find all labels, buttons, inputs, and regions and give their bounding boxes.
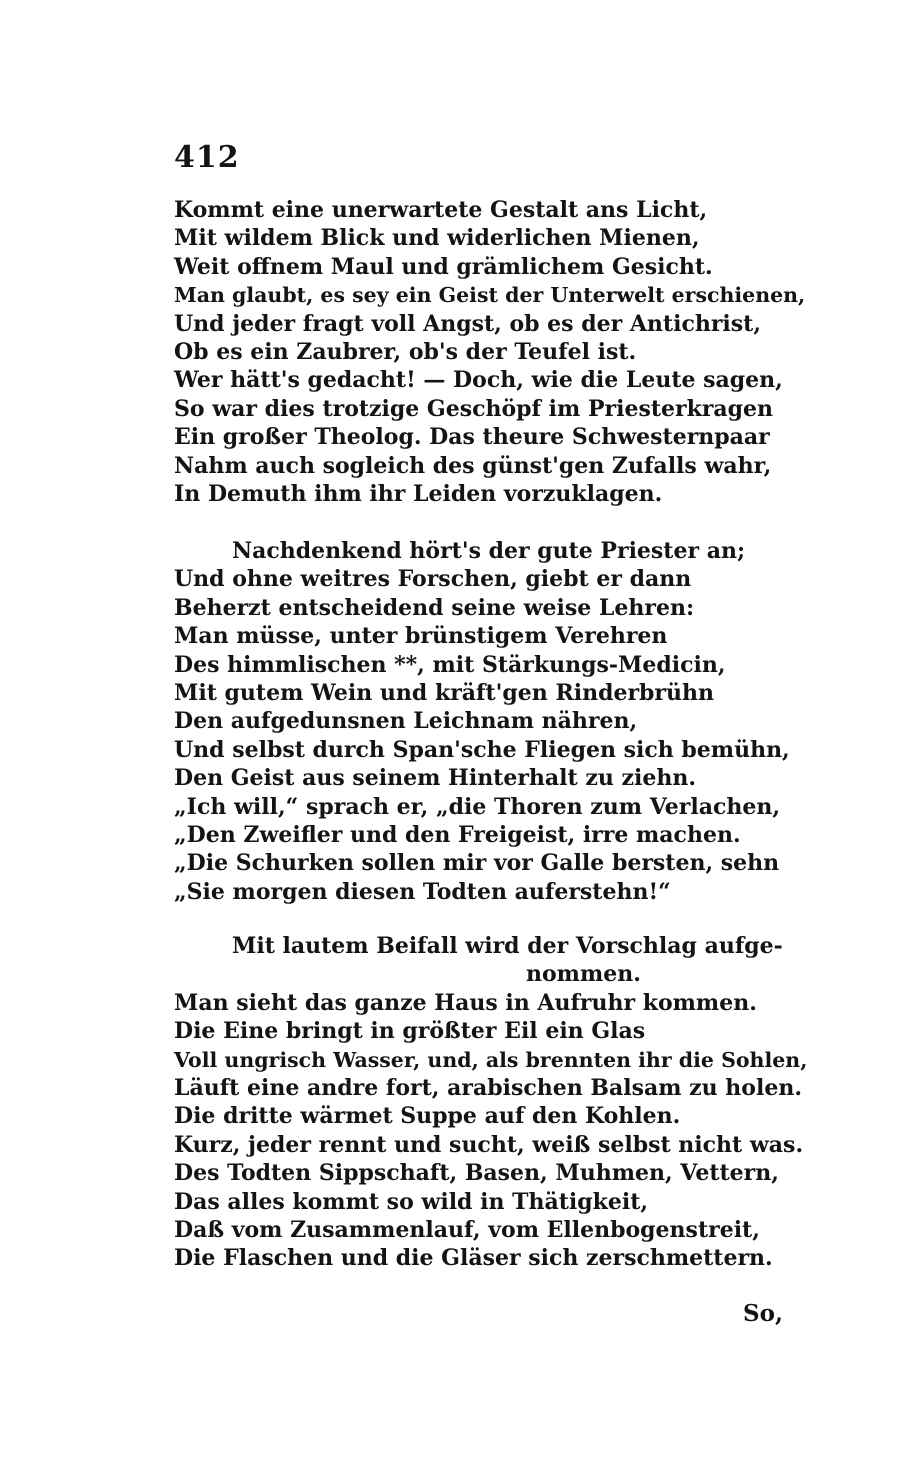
catchword: So, — [743, 1300, 783, 1327]
verse-line: Mit lautem Beifall wird der Vorschlag aufge- — [232, 933, 783, 959]
verse-line: Nachdenkend hört's der gute Priester an; — [232, 538, 746, 564]
verse-line: Mit gutem Wein und kräft'gen Rinderbrühn — [174, 679, 715, 706]
verse-line: Und selbst durch Span'sche Fliegen sich bemühn, — [174, 736, 790, 763]
verse-line: Und jeder fragt voll Angst, ob es der Antichrist, — [174, 310, 761, 337]
verse-line: Mit wildem Blick und widerlichen Mienen, — [174, 225, 700, 252]
verse-line: Man glaubt, es sey ein Geist der Unterwelt erschienen, — [174, 283, 806, 308]
verse-line: Ein großer Theolog. Das theure Schwesternpaar — [174, 424, 770, 451]
verse-line: Man sieht das ganze Haus in Aufruhr kommen. — [174, 989, 757, 1016]
verse-line: „Die Schurken sollen mir vor Galle bersten, sehn — [174, 850, 780, 877]
verse-line: Die dritte wärmet Suppe auf den Kohlen. — [174, 1103, 681, 1130]
verse-line: Beherzt entscheidend seine weise Lehren: — [174, 594, 695, 621]
verse-line: „Sie morgen diesen Todten auferstehn!“ — [174, 878, 671, 905]
verse-line: „Den Zweifler und den Freigeist, irre machen. — [174, 821, 741, 848]
verse-line: Des Todten Sippschaft, Basen, Muhmen, Vettern, — [174, 1160, 779, 1187]
verse-line-continuation: nommen. — [526, 961, 641, 988]
page-number: 412 — [174, 140, 240, 175]
verse-line: Kurz, jeder rennt und sucht, weiß selbst nicht was. — [174, 1131, 804, 1158]
verse-line: Den Geist aus seinem Hinterhalt zu ziehn. — [174, 765, 697, 792]
verse-line: Voll ungrisch Wasser, und, als brennten ihr die Sohlen, — [174, 1047, 808, 1072]
verse-line: Ob es ein Zaubrer, ob's der Teufel ist. — [174, 338, 637, 365]
verse-line: Die Eine bringt in größter Eil ein Glas — [174, 1018, 646, 1045]
verse-line: Das alles kommt so wild in Thätigkeit, — [174, 1188, 649, 1215]
verse-line: Nahm auch sogleich des günst'gen Zufalls wahr, — [174, 452, 772, 479]
verse-line: Und ohne weitres Forschen, giebt er dann — [174, 566, 692, 593]
stanza-2 — [174, 537, 814, 906]
verse-line: Wer hätt's gedacht! — Doch, wie die Leute sagen, — [174, 367, 783, 394]
verse-line: Den aufgedunsnen Leichnam nähren, — [174, 708, 638, 735]
verse-line: Kommt eine unerwartete Gestalt ans Licht, — [174, 197, 708, 223]
verse-line: Läuft eine andre fort, arabischen Balsam zu holen. — [174, 1074, 802, 1101]
verse-line: Daß vom Zusammenlauf, vom Ellenbogenstreit, — [174, 1216, 760, 1243]
stanza-1 — [174, 196, 814, 508]
verse-line: Weit offnem Maul und grämlichem Gesicht. — [174, 253, 713, 280]
verse-line: Man müsse, unter brünstigem Verehren — [174, 623, 668, 650]
verse-line: „Ich will,“ sprach er, „die Thoren zum Verlachen, — [174, 793, 780, 820]
verse-line: Des himmlischen **, mit Stärkungs-Medicin, — [174, 651, 726, 678]
verse-line: So war dies trotzige Geschöpf im Priesterkragen — [174, 395, 774, 422]
verse-line: Die Flaschen und die Gläser sich zerschmettern. — [174, 1245, 773, 1272]
stanza-3 — [174, 932, 814, 1273]
verse-line: In Demuth ihm ihr Leiden vorzuklagen. — [174, 480, 663, 507]
